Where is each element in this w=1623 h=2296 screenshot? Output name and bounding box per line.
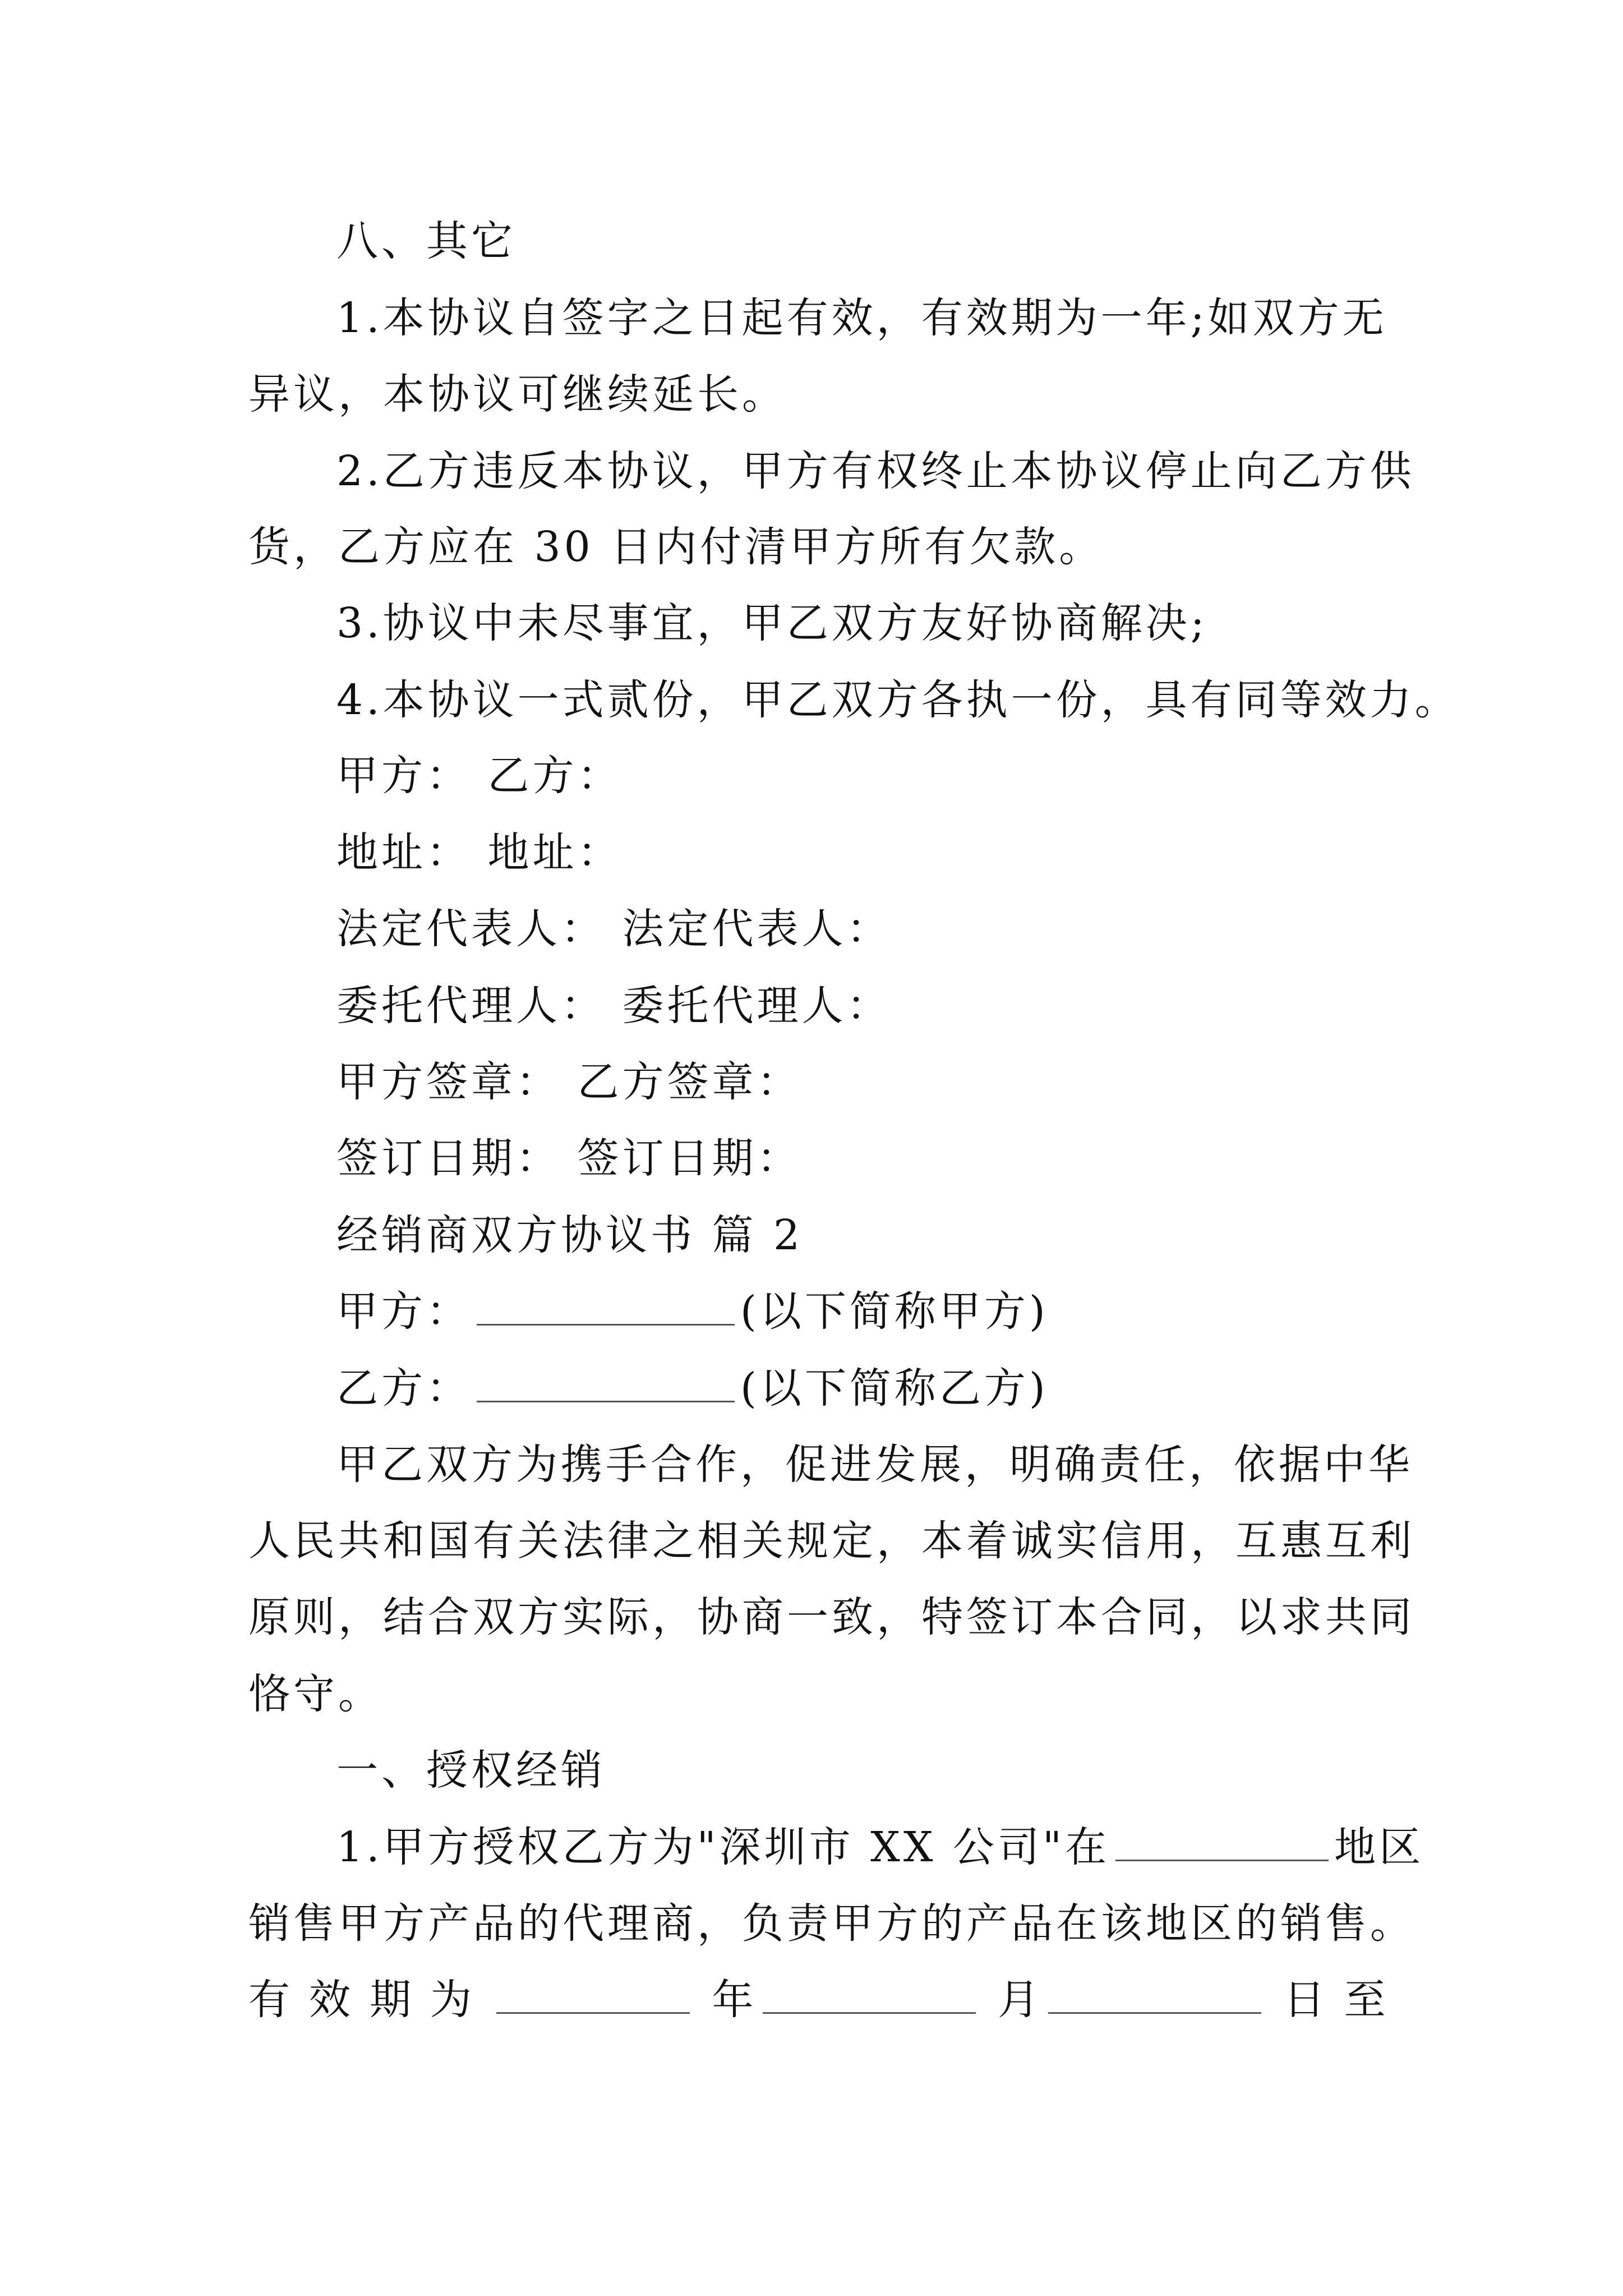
clause-1-line2: 销售甲方产品的代理商，负责甲方的产品在该地区的销售。: [248, 1899, 1415, 1948]
clause-1-prefix: 1.甲方授权乙方为"深圳市 XX 公司"在: [336, 1823, 1110, 1871]
section-heading-8: 八、其它: [336, 217, 516, 265]
section-heading-1: 一、授权经销: [336, 1746, 606, 1795]
intro-line3: 原则，结合双方实际，协商一致，特签订本合同，以求共同: [248, 1593, 1415, 1641]
intro-line4: 恪守。: [248, 1670, 383, 1718]
region-blank: [1115, 1826, 1329, 1861]
party-b-label: 乙方：: [336, 1364, 471, 1412]
validity-label: 有效期为: [248, 1976, 491, 2024]
signature-party: 甲方： 乙方：: [336, 752, 623, 800]
intro-line2: 人民共和国有关法律之相关规定，本着诚实信用，互惠互利: [248, 1517, 1415, 1565]
party-a-blank: [477, 1290, 735, 1326]
year-blank: [496, 1978, 690, 2014]
party-b-suffix: (以下简称乙方): [740, 1364, 1049, 1412]
party-b-line: [0, 1358, 1623, 1419]
intro-line1: 甲乙双方为携手合作，促进发展，明确责任，依据中华: [336, 1441, 1413, 1489]
clause-1-line1: [0, 1816, 1623, 1878]
paragraph-8-3: 3.协议中未尽事宜，甲乙双方友好协商解决;: [336, 599, 1208, 647]
party-b-blank: [477, 1367, 735, 1402]
party-a-line: [0, 1281, 1623, 1342]
signature-agent: 委托代理人： 委托代理人：: [336, 982, 892, 1030]
party-a-suffix: (以下简称甲方): [740, 1287, 1049, 1336]
paragraph-8-2-line1: 2.乙方违反本协议，甲方有权终止本协议停止向乙方供: [336, 447, 1415, 495]
paragraph-8-1-line2: 异议，本协议可继续延长。: [248, 370, 787, 418]
day-to-label: 日至: [1283, 1976, 1405, 2024]
party-a-label: 甲方：: [336, 1287, 471, 1336]
signature-date: 签订日期： 签订日期：: [336, 1134, 802, 1182]
document-title-part2: 经销商双方协议书 篇 2: [336, 1211, 804, 1259]
month-blank: [763, 1978, 976, 2014]
paragraph-8-2-line2: 货，乙方应在 30 日内付清甲方所有欠款。: [248, 523, 1104, 571]
day-blank: [1048, 1978, 1261, 2014]
month-label: 月: [998, 1976, 1043, 2024]
signature-legal-rep: 法定代表人： 法定代表人：: [336, 905, 892, 953]
paragraph-8-1-line1: 1.本协议自签字之日起有效，有效期为一年;如双方无: [336, 294, 1387, 342]
paragraph-8-4: 4.本协议一式贰份，甲乙双方各执一份，具有同等效力。: [336, 676, 1460, 724]
year-label: 年: [712, 1976, 757, 2024]
signature-address: 地址： 地址：: [336, 829, 623, 877]
signature-seal: 甲方签章： 乙方签章：: [336, 1058, 802, 1106]
clause-1-suffix: 地区: [1334, 1823, 1424, 1871]
validity-line: [0, 1969, 1623, 2031]
